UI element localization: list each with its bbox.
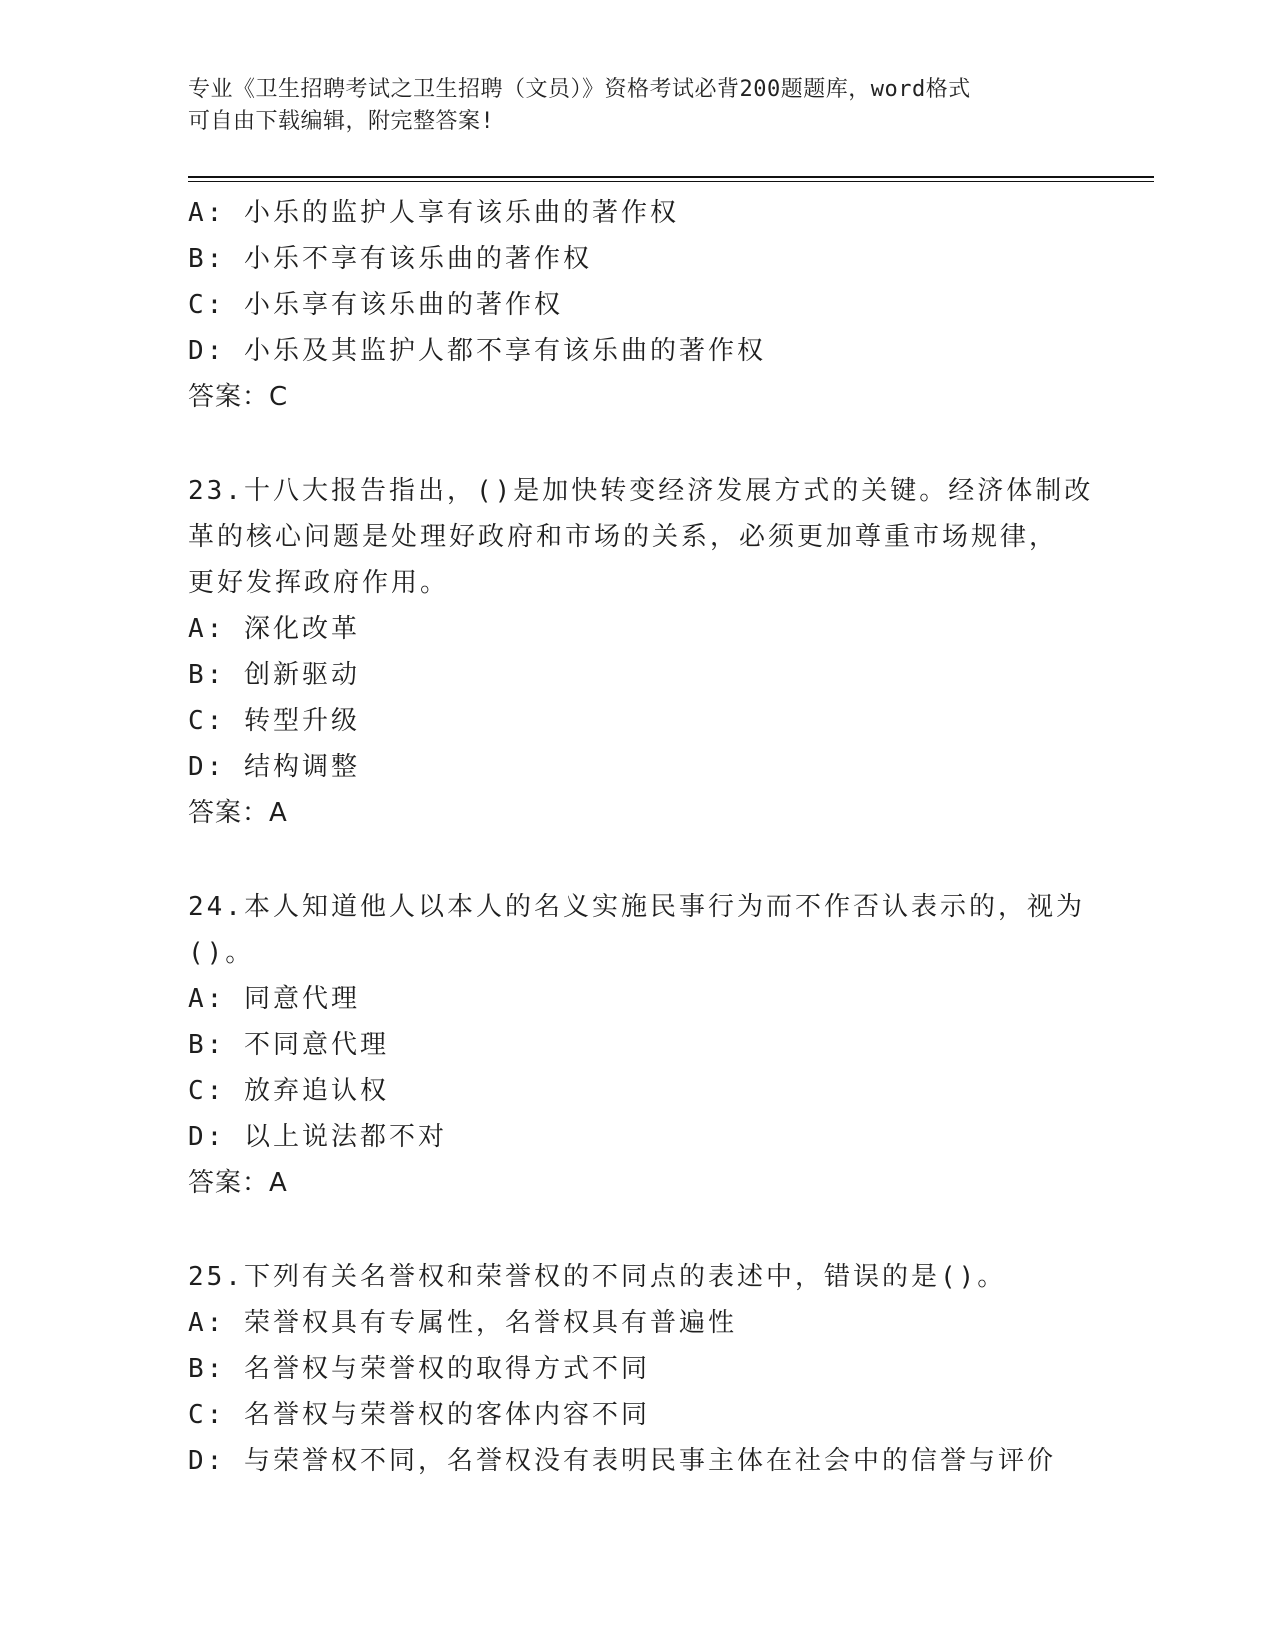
question-22	[188, 190, 1088, 420]
option-b: B: 不同意代理	[188, 1030, 389, 1060]
header-rule-thin	[188, 181, 1154, 182]
question-text-line: 革的核心问题是处理好政府和市场的关系，必须更加尊重市场规律，	[188, 522, 1059, 552]
option-b: B: 名誉权与荣誉权的取得方式不同	[188, 1354, 650, 1384]
option-d: D: 结构调整	[188, 752, 360, 782]
option-a: A: 小乐的监护人享有该乐曲的著作权	[188, 198, 679, 228]
header-line-2: 可自由下载编辑，附完整答案!	[188, 109, 495, 134]
option-c: C: 放弃追认权	[188, 1076, 389, 1106]
option-c: C: 名誉权与荣誉权的客体内容不同	[188, 1400, 650, 1430]
spacer	[188, 420, 1088, 468]
option-d: D: 小乐及其监护人都不享有该乐曲的著作权	[188, 336, 766, 366]
option-d: D: 与荣誉权不同，名誉权没有表明民事主体在社会中的信誉与评价	[188, 1446, 1056, 1476]
answer: 答案：C	[188, 382, 289, 412]
document-header	[188, 74, 1088, 138]
option-a: A: 深化改革	[188, 614, 360, 644]
question-list	[188, 190, 1094, 1484]
question-text-line: ()。	[188, 938, 255, 968]
answer: 答案：A	[188, 1168, 288, 1198]
question-23	[188, 468, 1094, 836]
option-b: B: 创新驱动	[188, 660, 360, 690]
spacer	[188, 1206, 1088, 1254]
question-text-line: 23.十八大报告指出，()是加快转变经济发展方式的关键。经济体制改	[188, 476, 1094, 506]
option-a: A: 荣誉权具有专属性，名誉权具有普遍性	[188, 1308, 737, 1338]
header-line-1: 专业《卫生招聘考试之卫生招聘（文员）》资格考试必背200题题库，word格式	[188, 77, 971, 102]
option-d: D: 以上说法都不对	[188, 1122, 447, 1152]
answer: 答案：A	[188, 798, 288, 828]
option-c: C: 转型升级	[188, 706, 360, 736]
question-24	[188, 884, 1088, 1206]
spacer	[188, 836, 1088, 884]
question-text-line: 25.下列有关名誉权和荣誉权的不同点的表述中，错误的是()。	[188, 1262, 1007, 1292]
question-25	[188, 1254, 1088, 1484]
question-text-line: 24.本人知道他人以本人的名义实施民事行为而不作否认表示的，视为	[188, 892, 1085, 922]
option-a: A: 同意代理	[188, 984, 360, 1014]
question-text-line: 更好发挥政府作用。	[188, 568, 450, 598]
option-b: B: 小乐不享有该乐曲的著作权	[188, 244, 592, 274]
option-c: C: 小乐享有该乐曲的著作权	[188, 290, 563, 320]
header-rule-thick	[188, 176, 1154, 178]
